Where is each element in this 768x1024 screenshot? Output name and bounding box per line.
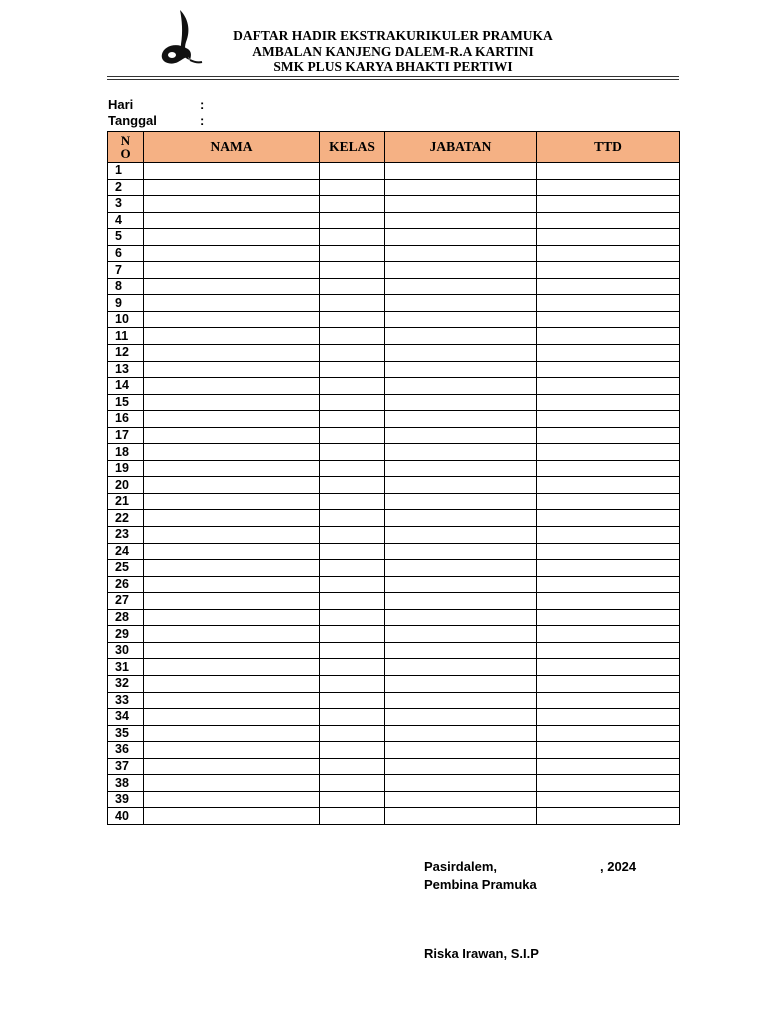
kelas-cell[interactable] <box>320 411 385 428</box>
table-row <box>108 212 680 229</box>
header-divider-bottom <box>107 79 679 80</box>
table-header-row <box>108 132 680 163</box>
nama-cell[interactable] <box>144 394 320 411</box>
nama-cell[interactable] <box>144 527 320 544</box>
table-row <box>108 378 680 395</box>
row-number: 17 <box>108 427 144 444</box>
jabatan-cell[interactable] <box>385 196 537 213</box>
attendance-table <box>107 131 680 825</box>
column-header-kelas: KELAS <box>320 132 385 163</box>
kelas-cell[interactable] <box>320 427 385 444</box>
nama-cell[interactable] <box>144 179 320 196</box>
hari-label: Hari <box>108 97 134 112</box>
table-row <box>108 394 680 411</box>
tanggal-label: Tanggal <box>108 113 157 128</box>
nama-cell[interactable] <box>144 560 320 577</box>
nama-cell[interactable] <box>144 345 320 362</box>
table-row <box>108 808 680 825</box>
jabatan-cell[interactable] <box>385 758 537 775</box>
header-school: SMK PLUS KARYA BHAKTI PERTIWI <box>273 59 513 74</box>
kelas-cell[interactable] <box>320 245 385 262</box>
ttd-cell[interactable] <box>537 725 680 742</box>
table-row <box>108 229 680 246</box>
table-row <box>108 493 680 510</box>
ttd-cell[interactable] <box>537 179 680 196</box>
scout-logo <box>158 8 204 68</box>
ttd-cell[interactable] <box>537 163 680 180</box>
nama-cell[interactable] <box>144 576 320 593</box>
table-row <box>108 758 680 775</box>
nama-cell[interactable] <box>144 196 320 213</box>
kelas-cell[interactable] <box>320 808 385 825</box>
jabatan-cell[interactable] <box>385 742 537 759</box>
table-row <box>108 593 680 610</box>
kelas-cell[interactable] <box>320 775 385 792</box>
ttd-cell[interactable] <box>537 311 680 328</box>
jabatan-cell[interactable] <box>385 229 537 246</box>
jabatan-cell[interactable] <box>385 179 537 196</box>
row-number: 14 <box>108 378 144 395</box>
jabatan-cell[interactable] <box>385 642 537 659</box>
nama-cell[interactable] <box>144 642 320 659</box>
ttd-cell[interactable] <box>537 642 680 659</box>
kelas-cell[interactable] <box>320 460 385 477</box>
ttd-cell[interactable] <box>537 791 680 808</box>
table-row <box>108 477 680 494</box>
jabatan-cell[interactable] <box>385 311 537 328</box>
ttd-cell[interactable] <box>537 510 680 527</box>
nama-cell[interactable] <box>144 725 320 742</box>
ttd-cell[interactable] <box>537 345 680 362</box>
row-number: 28 <box>108 609 144 626</box>
table-row <box>108 560 680 577</box>
ttd-cell[interactable] <box>537 262 680 279</box>
nama-cell[interactable] <box>144 444 320 461</box>
kelas-cell[interactable] <box>320 593 385 610</box>
ttd-cell[interactable] <box>537 758 680 775</box>
row-number: 31 <box>108 659 144 676</box>
table-row <box>108 543 680 560</box>
kelas-cell[interactable] <box>320 527 385 544</box>
row-number: 18 <box>108 444 144 461</box>
jabatan-cell[interactable] <box>385 361 537 378</box>
kelas-cell[interactable] <box>320 311 385 328</box>
nama-cell[interactable] <box>144 295 320 312</box>
table-row <box>108 262 680 279</box>
nama-cell[interactable] <box>144 212 320 229</box>
table-row <box>108 791 680 808</box>
column-header-jabatan: JABATAN <box>385 132 537 163</box>
nama-cell[interactable] <box>144 609 320 626</box>
table-row <box>108 361 680 378</box>
jabatan-cell[interactable] <box>385 394 537 411</box>
hari-field <box>108 97 204 113</box>
kelas-cell[interactable] <box>320 179 385 196</box>
table-row <box>108 427 680 444</box>
kelas-cell[interactable] <box>320 576 385 593</box>
ttd-cell[interactable] <box>537 444 680 461</box>
header-ambalan: AMBALAN KANJENG DALEM-R.A KARTINI <box>252 43 534 59</box>
ttd-cell[interactable] <box>537 229 680 246</box>
kelas-cell[interactable] <box>320 493 385 510</box>
table-row <box>108 576 680 593</box>
ttd-cell[interactable] <box>537 692 680 709</box>
row-number: 29 <box>108 626 144 643</box>
signature-place: Pasirdalem, <box>424 859 497 874</box>
kelas-cell[interactable] <box>320 345 385 362</box>
jabatan-cell[interactable] <box>385 444 537 461</box>
signature-name: Riska Irawan, S.I.P <box>424 946 539 961</box>
table-row <box>108 345 680 362</box>
row-number: 37 <box>108 758 144 775</box>
ttd-cell[interactable] <box>537 576 680 593</box>
ttd-cell[interactable] <box>537 411 680 428</box>
row-number: 27 <box>108 593 144 610</box>
row-number: 33 <box>108 692 144 709</box>
jabatan-cell[interactable] <box>385 659 537 676</box>
table-row <box>108 742 680 759</box>
jabatan-cell[interactable] <box>385 560 537 577</box>
column-header-no-line1: N <box>120 133 131 148</box>
ttd-cell[interactable] <box>537 378 680 395</box>
table-row <box>108 460 680 477</box>
ttd-cell[interactable] <box>537 808 680 825</box>
kelas-cell[interactable] <box>320 262 385 279</box>
kelas-cell[interactable] <box>320 725 385 742</box>
table-row <box>108 510 680 527</box>
row-number: 35 <box>108 725 144 742</box>
kelas-cell[interactable] <box>320 692 385 709</box>
signature-title: Pembina Pramuka <box>424 877 537 892</box>
ttd-cell[interactable] <box>537 295 680 312</box>
nama-cell[interactable] <box>144 543 320 560</box>
jabatan-cell[interactable] <box>385 262 537 279</box>
column-header-nama: NAMA <box>144 132 320 163</box>
header-divider-top <box>107 76 679 77</box>
nama-cell[interactable] <box>144 378 320 395</box>
jabatan-cell[interactable] <box>385 411 537 428</box>
nama-cell[interactable] <box>144 460 320 477</box>
jabatan-cell[interactable] <box>385 543 537 560</box>
table-row <box>108 725 680 742</box>
table-row <box>108 659 680 676</box>
ttd-cell[interactable] <box>537 427 680 444</box>
ttd-cell[interactable] <box>537 477 680 494</box>
kelas-cell[interactable] <box>320 278 385 295</box>
ttd-cell[interactable] <box>537 394 680 411</box>
row-number: 39 <box>108 791 144 808</box>
row-number: 4 <box>108 212 144 229</box>
row-number: 34 <box>108 709 144 726</box>
row-number: 36 <box>108 742 144 759</box>
table-row <box>108 444 680 461</box>
kelas-cell[interactable] <box>320 510 385 527</box>
table-row <box>108 709 680 726</box>
kelas-cell[interactable] <box>320 212 385 229</box>
row-number: 5 <box>108 229 144 246</box>
table-row <box>108 196 680 213</box>
jabatan-cell[interactable] <box>385 328 537 345</box>
table-row <box>108 609 680 626</box>
table-row <box>108 163 680 180</box>
kelas-cell[interactable] <box>320 163 385 180</box>
jabatan-cell[interactable] <box>385 692 537 709</box>
kelas-cell[interactable] <box>320 742 385 759</box>
table-row <box>108 642 680 659</box>
kelas-cell[interactable] <box>320 378 385 395</box>
ttd-cell[interactable] <box>537 361 680 378</box>
jabatan-cell[interactable] <box>385 593 537 610</box>
row-number: 22 <box>108 510 144 527</box>
row-number: 10 <box>108 311 144 328</box>
kelas-cell[interactable] <box>320 543 385 560</box>
ttd-cell[interactable] <box>537 626 680 643</box>
nama-cell[interactable] <box>144 593 320 610</box>
row-number: 11 <box>108 328 144 345</box>
ttd-cell[interactable] <box>537 775 680 792</box>
kelas-cell[interactable] <box>320 196 385 213</box>
jabatan-cell[interactable] <box>385 378 537 395</box>
ttd-cell[interactable] <box>537 659 680 676</box>
row-number: 15 <box>108 394 144 411</box>
row-number: 26 <box>108 576 144 593</box>
table-row <box>108 245 680 262</box>
row-number: 19 <box>108 460 144 477</box>
header-title: DAFTAR HADIR EKSTRAKURIKULER PRAMUKA <box>233 28 553 43</box>
nama-cell[interactable] <box>144 510 320 527</box>
kelas-cell[interactable] <box>320 642 385 659</box>
kelas-cell[interactable] <box>320 675 385 692</box>
nama-cell[interactable] <box>144 775 320 792</box>
kelas-cell[interactable] <box>320 709 385 726</box>
nama-cell[interactable] <box>144 791 320 808</box>
ttd-cell[interactable] <box>537 245 680 262</box>
row-number: 13 <box>108 361 144 378</box>
table-row <box>108 675 680 692</box>
kelas-cell[interactable] <box>320 758 385 775</box>
row-number: 6 <box>108 245 144 262</box>
row-number: 2 <box>108 179 144 196</box>
row-number: 30 <box>108 642 144 659</box>
table-row <box>108 311 680 328</box>
jabatan-cell[interactable] <box>385 527 537 544</box>
column-header-no-line2: O <box>120 146 131 161</box>
nama-cell[interactable] <box>144 411 320 428</box>
row-number: 12 <box>108 345 144 362</box>
jabatan-cell[interactable] <box>385 576 537 593</box>
kelas-cell[interactable] <box>320 659 385 676</box>
jabatan-cell[interactable] <box>385 245 537 262</box>
nama-cell[interactable] <box>144 477 320 494</box>
nama-cell[interactable] <box>144 493 320 510</box>
ttd-cell[interactable] <box>537 675 680 692</box>
ttd-cell[interactable] <box>537 527 680 544</box>
ttd-cell[interactable] <box>537 460 680 477</box>
nama-cell[interactable] <box>144 758 320 775</box>
jabatan-cell[interactable] <box>385 808 537 825</box>
ttd-cell[interactable] <box>537 196 680 213</box>
ttd-cell[interactable] <box>537 742 680 759</box>
hari-colon: : <box>200 97 205 112</box>
nama-cell[interactable] <box>144 328 320 345</box>
row-number: 24 <box>108 543 144 560</box>
jabatan-cell[interactable] <box>385 212 537 229</box>
nama-cell[interactable] <box>144 659 320 676</box>
row-number: 1 <box>108 163 144 180</box>
jabatan-cell[interactable] <box>385 278 537 295</box>
signature-year: , 2024 <box>600 859 637 874</box>
kelas-cell[interactable] <box>320 560 385 577</box>
document-header <box>200 28 586 75</box>
nama-cell[interactable] <box>144 626 320 643</box>
nama-cell[interactable] <box>144 278 320 295</box>
kelas-cell[interactable] <box>320 791 385 808</box>
jabatan-cell[interactable] <box>385 460 537 477</box>
table-row <box>108 295 680 312</box>
ttd-cell[interactable] <box>537 609 680 626</box>
row-number: 20 <box>108 477 144 494</box>
ttd-cell[interactable] <box>537 212 680 229</box>
table-row <box>108 692 680 709</box>
nama-cell[interactable] <box>144 311 320 328</box>
jabatan-cell[interactable] <box>385 510 537 527</box>
jabatan-cell[interactable] <box>385 427 537 444</box>
jabatan-cell[interactable] <box>385 477 537 494</box>
nama-cell[interactable] <box>144 163 320 180</box>
column-header-no <box>108 132 144 163</box>
table-row <box>108 179 680 196</box>
nama-cell[interactable] <box>144 709 320 726</box>
jabatan-cell[interactable] <box>385 609 537 626</box>
row-number: 9 <box>108 295 144 312</box>
jabatan-cell[interactable] <box>385 791 537 808</box>
kelas-cell[interactable] <box>320 609 385 626</box>
kelas-cell[interactable] <box>320 361 385 378</box>
row-number: 7 <box>108 262 144 279</box>
ttd-cell[interactable] <box>537 560 680 577</box>
row-number: 38 <box>108 775 144 792</box>
tanggal-colon: : <box>200 113 205 128</box>
row-number: 23 <box>108 527 144 544</box>
row-number: 40 <box>108 808 144 825</box>
ttd-cell[interactable] <box>537 543 680 560</box>
row-number: 25 <box>108 560 144 577</box>
jabatan-cell[interactable] <box>385 493 537 510</box>
nama-cell[interactable] <box>144 742 320 759</box>
jabatan-cell[interactable] <box>385 163 537 180</box>
ttd-cell[interactable] <box>537 278 680 295</box>
table-row <box>108 626 680 643</box>
nama-cell[interactable] <box>144 692 320 709</box>
jabatan-cell[interactable] <box>385 725 537 742</box>
table-row <box>108 328 680 345</box>
ttd-cell[interactable] <box>537 709 680 726</box>
jabatan-cell[interactable] <box>385 709 537 726</box>
ttd-cell[interactable] <box>537 593 680 610</box>
table-row <box>108 411 680 428</box>
nama-cell[interactable] <box>144 229 320 246</box>
row-number: 32 <box>108 675 144 692</box>
table-row <box>108 775 680 792</box>
nama-cell[interactable] <box>144 427 320 444</box>
jabatan-cell[interactable] <box>385 345 537 362</box>
table-row <box>108 527 680 544</box>
kelas-cell[interactable] <box>320 229 385 246</box>
jabatan-cell[interactable] <box>385 295 537 312</box>
kelas-cell[interactable] <box>320 626 385 643</box>
row-number: 3 <box>108 196 144 213</box>
kelas-cell[interactable] <box>320 477 385 494</box>
nama-cell[interactable] <box>144 262 320 279</box>
row-number: 8 <box>108 278 144 295</box>
kelas-cell[interactable] <box>320 444 385 461</box>
table-row <box>108 278 680 295</box>
column-header-ttd: TTD <box>537 132 680 163</box>
kelas-cell[interactable] <box>320 328 385 345</box>
jabatan-cell[interactable] <box>385 626 537 643</box>
row-number: 21 <box>108 493 144 510</box>
kelas-cell[interactable] <box>320 394 385 411</box>
jabatan-cell[interactable] <box>385 775 537 792</box>
nama-cell[interactable] <box>144 808 320 825</box>
nama-cell[interactable] <box>144 675 320 692</box>
ttd-cell[interactable] <box>537 328 680 345</box>
ttd-cell[interactable] <box>537 493 680 510</box>
nama-cell[interactable] <box>144 361 320 378</box>
row-number: 16 <box>108 411 144 428</box>
kelas-cell[interactable] <box>320 295 385 312</box>
jabatan-cell[interactable] <box>385 675 537 692</box>
nama-cell[interactable] <box>144 245 320 262</box>
tanggal-field <box>108 113 204 129</box>
